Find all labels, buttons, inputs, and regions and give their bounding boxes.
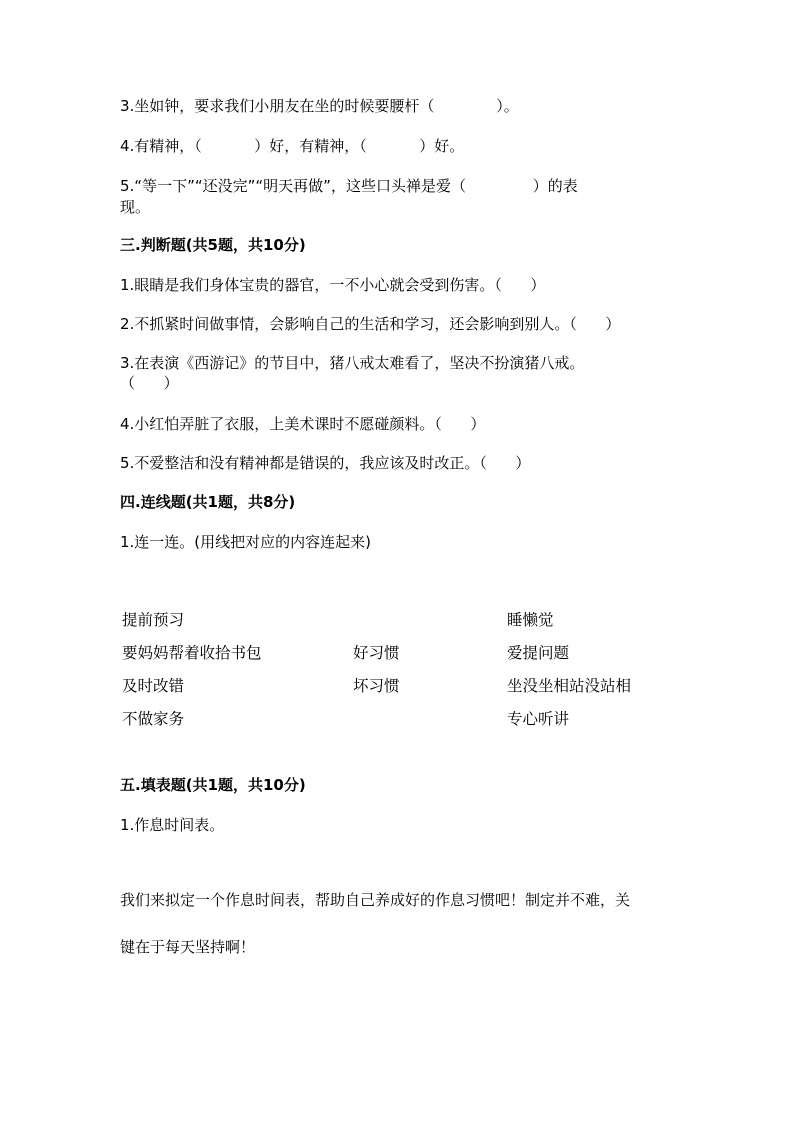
judge-q1: 1.眼睛是我们身体宝贵的器官，一不小心就会受到伤害。（ ） [120, 276, 546, 294]
matching-left-item: 要妈妈帮着收拾书包 [122, 644, 262, 662]
judge-q5: 5.不爱整洁和没有精神都是错误的，我应该及时改正。（ ） [120, 454, 531, 472]
table-q1: 1.作息时间表。 [120, 816, 225, 834]
matching-left-item: 及时改错 [122, 677, 185, 695]
matching-left-item: 提前预习 [122, 611, 185, 629]
matching-right-item: 睡懒觉 [507, 611, 554, 629]
judge-q4: 4.小红怕弄脏了衣服，上美术课时不愿碰颜料。（ ） [120, 415, 486, 433]
section5-heading: 五.填表题(共1题，共10分) [120, 776, 306, 794]
fill-in-q5-line2: 现。 [120, 198, 151, 216]
matching-right-item: 专心听讲 [507, 710, 570, 728]
fill-in-q3: 3.坐如钟，要求我们小朋友在坐的时候要腰杆（ ）。 [120, 97, 519, 115]
paragraph-line2: 键在于每天坚持啊！ [120, 938, 256, 956]
fill-in-q5-line1: 5.“等一下”“还没完”“明天再做”，这些口头禅是爱（ ）的表 [120, 177, 578, 195]
matching-left-item: 不做家务 [122, 710, 185, 728]
fill-in-q4: 4.有精神，（ ）好，有精神，（ ）好。 [120, 137, 465, 155]
judge-q3-line1: 3.在表演《西游记》的节目中，猪八戒太难看了，坚决不扮演猪八戒。 [120, 354, 585, 372]
matching-q1: 1.连一连。(用线把对应的内容连起来) [120, 533, 372, 551]
matching-middle-item: 好习惯 [353, 644, 400, 662]
section4-heading: 四.连线题(共1题，共8分) [120, 493, 296, 511]
matching-middle-item: 坏习惯 [353, 677, 400, 695]
matching-right-item: 爱提问题 [507, 644, 570, 662]
matching-right-item: 坐没坐相站没站相 [507, 677, 632, 695]
section3-heading: 三.判断题(共5题，共10分) [120, 236, 306, 254]
paragraph-line1: 我们来拟定一个作息时间表，帮助自己养成好的作息习惯吧！制定并不难，关 [120, 891, 631, 909]
judge-q3-line2: （ ） [120, 374, 179, 392]
judge-q2: 2.不抓紧时间做事情，会影响自己的生活和学习，还会影响到别人。（ ） [120, 315, 621, 333]
